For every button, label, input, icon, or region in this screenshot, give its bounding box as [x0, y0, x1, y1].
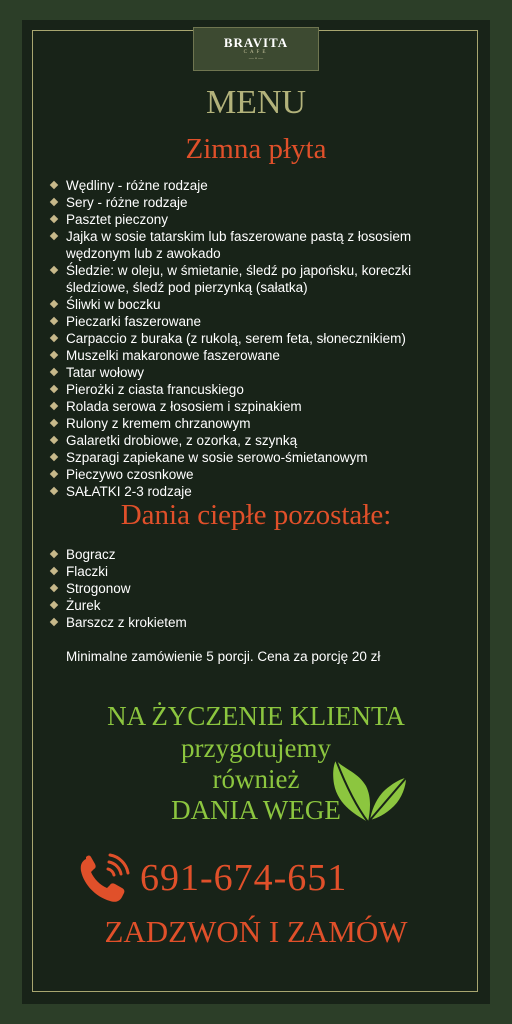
list-item: Śliwki w boczku: [48, 296, 468, 313]
list-item: Pasztet pieczony: [48, 211, 468, 228]
wege-line-2: przygotujemy: [181, 733, 331, 763]
logo-tagline: — • —: [248, 57, 264, 62]
list-item: Jajka w sosie tatarskim lub faszerowane pastą z łososiem wędzonym lub z awokado: [48, 228, 468, 262]
list-item: Pierożki z ciasta francuskiego: [48, 381, 468, 398]
logo-sub: CAFE: [243, 50, 269, 55]
list-item: Carpaccio z buraka (z rukolą, serem feta, słonecznikiem): [48, 330, 468, 347]
minimal-order-note: Minimalne zamówienie 5 porcji. Cena za porcję 20 zł: [66, 649, 381, 664]
list-item: Żurek: [48, 597, 348, 614]
list-item: Pieczywo czosnkowe: [48, 466, 468, 483]
list-item: Pieczarki faszerowane: [48, 313, 468, 330]
logo-brand: BRAVITA: [223, 35, 289, 50]
leaf-icon: [328, 756, 408, 830]
wege-line-1: NA ŻYCZENIE KLIENTA: [107, 701, 405, 731]
bravita-logo: [193, 27, 319, 71]
wege-line-4: DANIA WEGE: [171, 795, 341, 825]
list-item: Sery - różne rodzaje: [48, 194, 468, 211]
list-item: Bogracz: [48, 546, 348, 563]
list-item: Rulony z kremem chrzanowym: [48, 415, 468, 432]
list-item: SAŁATKI 2-3 rodzaje: [48, 483, 468, 500]
menu-title: MENU: [205, 84, 307, 121]
list-item: Śledzie: w oleju, w śmietanie, śledź po japońsku, koreczki śledziowe, śledź pod pierzynką (sałatka): [48, 262, 468, 296]
list-item: Strogonow: [48, 580, 348, 597]
wege-line-3: również: [212, 764, 300, 794]
phone-icon: [78, 853, 132, 905]
list-item: Muszelki makaronowe faszerowane: [48, 347, 468, 364]
list-item: Barszcz z krokietem: [48, 614, 348, 631]
list-item: Flaczki: [48, 563, 348, 580]
hot-items-list: [48, 546, 348, 631]
list-item: Galaretki drobiowe, z ozorka, z szynką: [48, 432, 468, 449]
call-to-action: ZADZWOŃ I ZAMÓW: [104, 914, 408, 949]
list-item: Rolada serowa z łososiem i szpinakiem: [48, 398, 468, 415]
phone-number[interactable]: 691-674-651: [140, 857, 348, 899]
cold-items-list: [48, 177, 468, 500]
list-item: Wędliny - różne rodzaje: [48, 177, 468, 194]
section-title-hot: Dania ciepłe pozostałe:: [120, 499, 392, 531]
list-item: Tatar wołowy: [48, 364, 468, 381]
list-item: Szparagi zapiekane w sosie serowo-śmietanowym: [48, 449, 468, 466]
section-title-cold: Zimna płyta: [185, 133, 327, 165]
